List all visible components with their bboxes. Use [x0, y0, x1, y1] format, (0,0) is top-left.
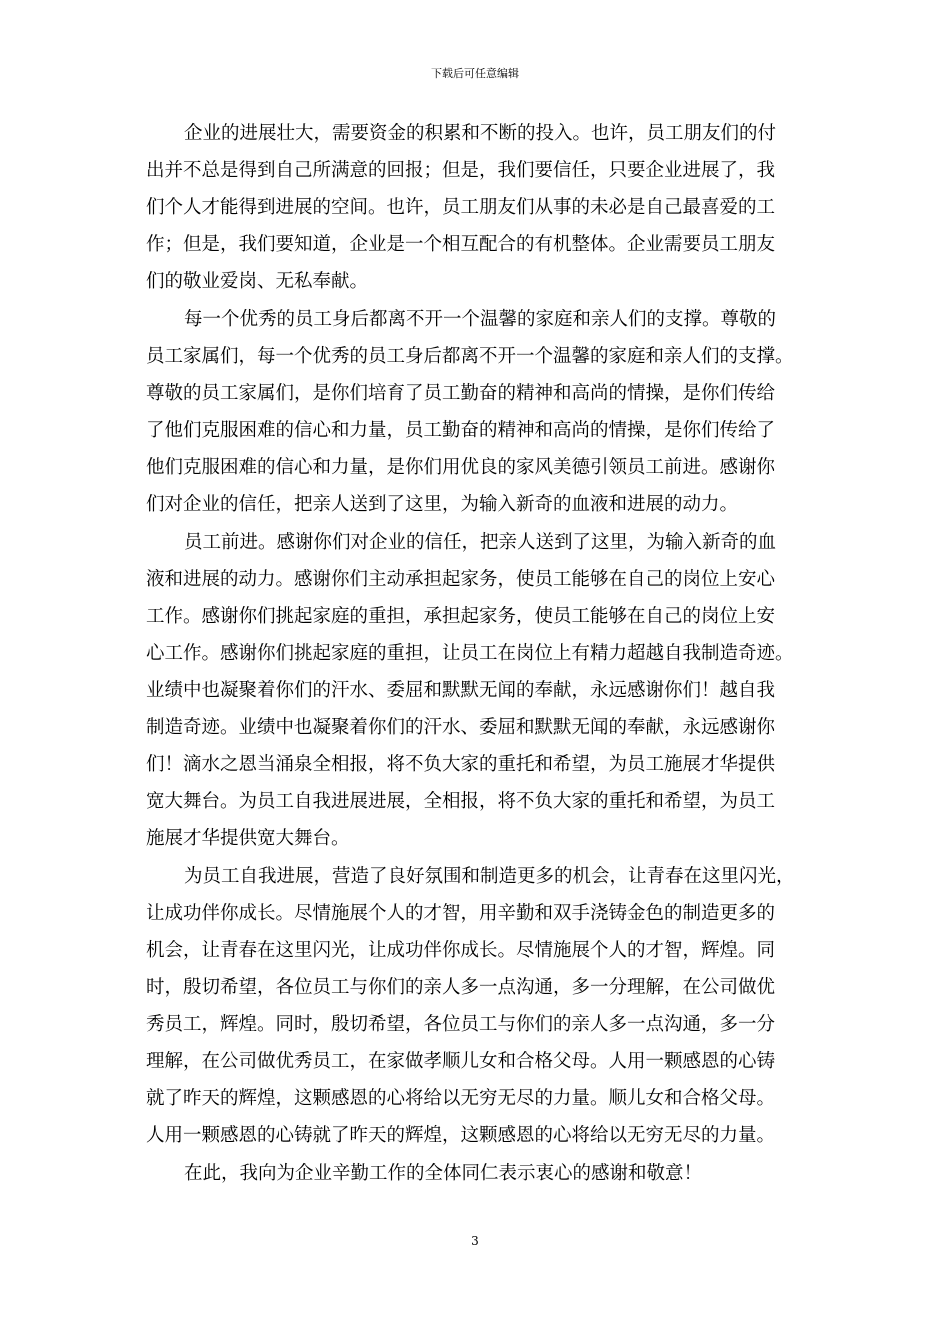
text-line: 为员工自我进展，营造了良好氛围和制造更多的机会，让青春在这里闪光， — [184, 866, 795, 887]
text-line: 他们克服困难的信心和力量，是你们用优良的家风美德引领员工前进。感谢你 — [146, 457, 776, 478]
text-line: 员工前进。感谢你们对企业的信任，把亲人送到了这里，为输入新奇的血 — [184, 532, 777, 553]
text-line: 们对企业的信任，把亲人送到了这里，为输入新奇的血液和进展的动力。 — [146, 494, 739, 515]
text-line: 们的敬业爱岗、无私奉献。 — [146, 271, 369, 292]
text-line: 秀员工，辉煌。同时，殷切希望，各位员工与你们的亲人多一点沟通，多一分 — [146, 1014, 776, 1035]
text-line: 就了昨天的辉煌，这颗感恩的心将给以无穷无尽的力量。顺儿女和合格父母。 — [146, 1088, 776, 1109]
page-header-note: 下载后可任意编辑 — [431, 67, 519, 80]
text-line: 尊敬的员工家属们，是你们培育了员工勤奋的精神和高尚的情操，是你们传给 — [146, 383, 776, 404]
text-line: 业绩中也凝聚着你们的汗水、委屈和默默无闻的奉献，永远感谢你们！越自我 — [146, 680, 776, 701]
text-line: 在此，我向为企业辛勤工作的全体同仁表示衷心的感谢和敬意！ — [184, 1163, 703, 1184]
text-line: 让成功伴你成长。尽情施展个人的才智，用辛勤和双手浇铸金色的制造更多的 — [146, 903, 776, 924]
text-line: 员工家属们，每一个优秀的员工身后都离不开一个温馨的家庭和亲人们的支撑。 — [146, 346, 794, 367]
text-line: 制造奇迹。业绩中也凝聚着你们的汗水、委屈和默默无闻的奉献，永远感谢你 — [146, 717, 776, 738]
text-line: 心工作。感谢你们挑起家庭的重担，让员工在岗位上有精力超越自我制造奇迹。 — [146, 643, 794, 664]
text-line: 出并不总是得到自己所满意的回报；但是，我们要信任，只要企业进展了，我 — [146, 160, 776, 181]
text-line: 们个人才能得到进展的空间。也许，员工朋友们从事的未必是自己最喜爱的工 — [146, 197, 776, 218]
text-line: 宽大舞台。为员工自我进展进展，全相报，将不负大家的重托和希望，为员工 — [146, 791, 776, 812]
text-line: 理解，在公司做优秀员工，在家做孝顺儿女和合格父母。人用一颗感恩的心铸 — [146, 1051, 776, 1072]
text-line: 时，殷切希望，各位员工与你们的亲人多一点沟通，多一分理解，在公司做优 — [146, 977, 776, 998]
text-line: 人用一颗感恩的心铸就了昨天的辉煌，这颗感恩的心将给以无穷无尽的力量。 — [146, 1125, 776, 1146]
text-line: 施展才华提供宽大舞台。 — [146, 828, 350, 849]
text-line: 工作。感谢你们挑起家庭的重担，承担起家务，使员工能够在自己的岗位上安 — [146, 606, 776, 627]
page-number: 3 — [471, 1234, 479, 1248]
text-line: 机会，让青春在这里闪光，让成功伴你成长。尽情施展个人的才智，辉煌。同 — [146, 940, 776, 961]
text-line: 每一个优秀的员工身后都离不开一个温馨的家庭和亲人们的支撑。尊敬的 — [184, 309, 777, 330]
text-line: 液和进展的动力。感谢你们主动承担起家务，使员工能够在自己的岗位上安心 — [146, 569, 776, 590]
text-line: 了他们克服困难的信心和力量，员工勤奋的精神和高尚的情操，是你们传给了 — [146, 420, 776, 441]
text-line: 企业的进展壮大，需要资金的积累和不断的投入。也许，员工朋友们的付 — [184, 123, 777, 144]
text-line: 作；但是，我们要知道，企业是一个相互配合的有机整体。企业需要员工朋友 — [146, 234, 776, 255]
text-line: 们！滴水之恩当涌泉全相报，将不负大家的重托和希望，为员工施展才华提供 — [146, 754, 776, 775]
